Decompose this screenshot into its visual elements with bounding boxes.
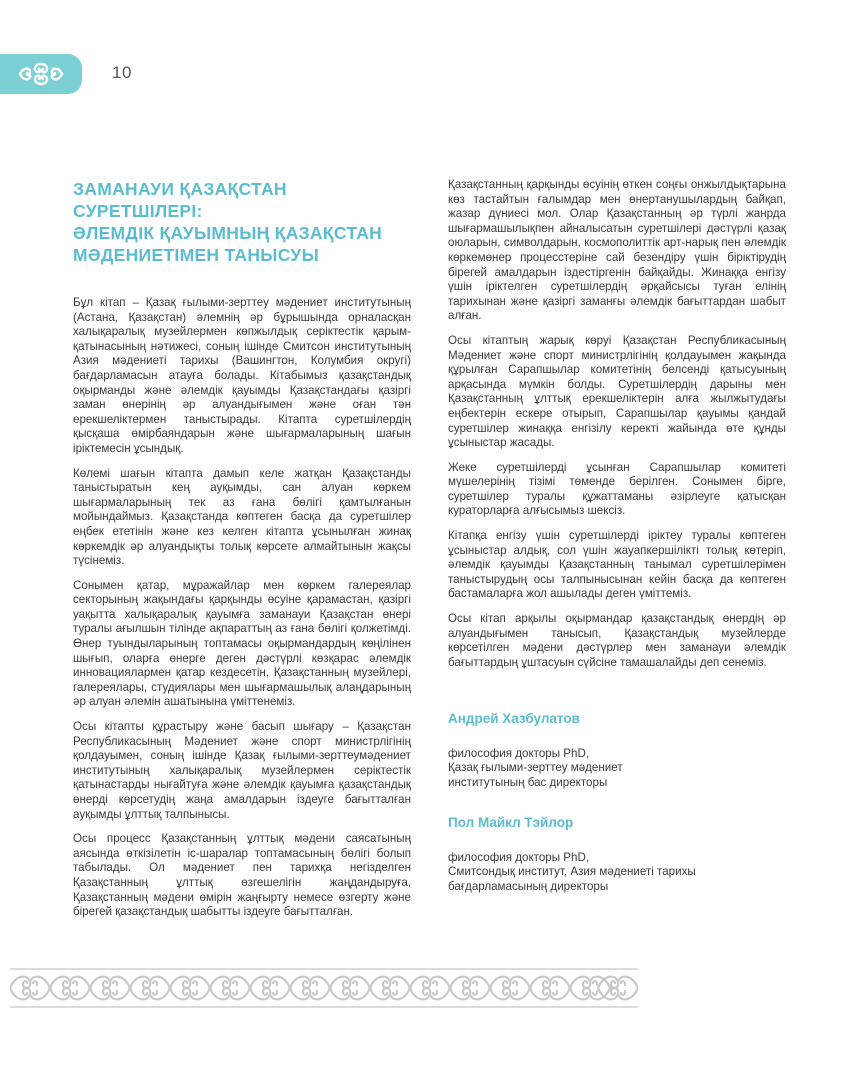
signatory-title-line: институтының бас директоры (448, 775, 608, 789)
signatory-title-line: Смитсондық институт, Азия мәдениеті тарихы (448, 865, 696, 879)
signatory-title-line: философия докторы PhD, (448, 850, 590, 864)
title-line: ЗАМАНАУИ ҚАЗАҚСТАН СУРЕТШІЛЕРІ: (73, 179, 287, 221)
body-paragraph: Осы кітаптың жарық көруі Қазақстан Республикасының Мәдениет және спорт министрлігінің қолдауымен жақында құрылған Сарапшылар комитетінің белсенді қатысуының арқасында мүмкін болды. Суретшілердің дарыны мен Қазақстанның ұлттық ерекшеліктерін алға жылжытудағы еңбектерін ескере отырып, Сарапшылар қауымы қандай суретшілер жинаққа енгізілу керекті жайында өте құнды ұсыныстар жасады. (448, 333, 786, 450)
body-paragraph: Осы кітапты құрастыру және басып шығару – Қазақстан Республикасының Мәдениет және спорт министрлігінің қолдауымен, соның ішінде Қазақ ғылыми-зерттеумәдениет институтының халықаралық музейлермен серіктестік қатынастарды нығайтуға және әлемдік қауымға қазақстандық өнерді көрсетудің жаңа амалдарын іздеуге бағытталған ауқымды ұлттық талпынысы. (73, 720, 411, 821)
kazakh-ornament-icon (16, 60, 66, 88)
ornamental-border-icon (10, 966, 638, 1010)
signatory-name: Пол Майкл Тэйлор (448, 815, 574, 831)
body-paragraph: Көлемі шағын кітапта дамып келе жатқан Қазақстанды таныстыратын кең ауқымды, сан алуан көркем шығармаларының тек аз ғана бөлігі қамтылғанын мойындаймыз. Қазақстанда көптеген басқа да суретшілер еңбек ететінін және кез келген кітапта ұсынылған жинақ көркемдік әр алуандықты толық көрсете алмайтынын жақсы түсінеміз. (73, 466, 411, 568)
signatures (448, 712, 786, 894)
signature-block (448, 816, 786, 894)
signatory-name: Андрей Хазбулатов (448, 711, 580, 727)
left-column (73, 178, 411, 930)
body-paragraph: Қазақстанның қарқынды өсуінің өткен соңғы онжылдықтарына көз тастайтын ғалымдар мен өнертанушылардың байқап, жазар дүниесі мол. Олар Қазақстанның әр түрлі жанрда шығармашылықпен айналысатын суретшілері дәстүрлі қазақ оюларын, символдарын, космополиттік арт-нарық пен әлемдік көркемөнер процесстеріне сай безендіру үшін біріктірудің бірегей амалдарын іздестіргенін байқайды. Жинаққа енгізу үшін іріктелген суретшілердің әрқайсысы туған елінің тарихынан және қазіргі заманғы әлемдік бағыттардан шабыт алған. (448, 178, 786, 323)
signatory-title-line: бағдарламасының директоры (448, 879, 609, 893)
title-line: ӘЛЕМДІК ҚАУЫМНЫҢ ҚАЗАҚСТАН (73, 223, 383, 243)
signature-block (448, 712, 786, 790)
right-column (448, 178, 786, 920)
body-paragraph: Бұл кітап – Қазақ ғылыми-зерттеу мәдениет институтының (Астана, Қазақстан) әлемнің әр бұрышында орналасқан халықаралық музейлермен көпжылдық серіктестік қарым-қатынасының нәтижесі, соның ішінде Смитсон институтының Азия мәдениеті тарихы (Вашингтон, Колумбия округі) бағдарламасын атауға болады. Кітабымыз қазақстандық оқырманды және әлемдік қауымды Қазақстандағы қазіргі заман өнерінің әр алуандығымен және оған тән ерекшеліктермен таныстырады. Кітапта суретшілердің қысқаша өмірбаяндарын және шығармаларының шағын іріктемесін ұсындық. (73, 296, 411, 455)
article-title (73, 178, 411, 266)
body-paragraph: Осы процесс Қазақстанның ұлттық мәдени саясатының аясында өткізілетін іс-шаралар топтамасының бөлігі болып табылады. Ол мәдениет пен тарихқа негізделген Қазақстанның ұлттық өзгешелігін жаңдандыруға, Қазақстанның мәдени өмірін жаңғырту немесе өзгерту және бірегей қазақстандық шабытты іздеуге бағытталған. (73, 832, 411, 919)
signatory-title-line: философия докторы PhD, (448, 747, 590, 760)
body-paragraph: Жеке суретшілерді ұсынған Сарапшылар комитеті мүшелерінің тізімі төменде берілген. Сонымен бірге, суретшілер туралы құжаттаманы әзірлеуге қатысқан кураторларға алғысымыз шексіз. (448, 460, 786, 518)
body-paragraph: Сонымен қатар, мұражайлар мен көркем галереялар секторының жақындағы қарқынды өсуіне қарамастан, қазіргі уақытта халықаралық қауымға заманауи Қазақстан өнері туралы ағылшын тілінде ақпараттың аз ғана бөлігі қолжетімді. Өнер туындыларының топтамасы оқырмандардың көңілінен шығып, оларға өнерге деген дәстүрлі көзқарас әлемдік инновациялармен қатар кездесетін, Қазақстанның музейлері, галереялары, студиялары мен шығармашылық алаңдарының әр алуан әлемін ашатынына үміттенеміз. (73, 578, 411, 709)
body-paragraph: Осы кітап арқылы оқырмандар қазақстандық өнердің әр алуандығымен танысып, Қазақстандық музейлерде көрсетілген мәдени дәстүрлер мен заманауи әлемдік бағыттардың ұштасуын сүйсіне тамашалайды деп сенеміз. (448, 612, 786, 669)
corner-ornament-tab (0, 54, 82, 94)
body-paragraph: Кітапқа енгізу үшін суретшілерді іріктеу туралы көптеген ұсыныстар алдық, сол үшін жауапкершілікті толық көтеріп, әлемдік қауымды Қазақстанның танымал суретшілерімен таныстырудың осы талпынысынан кейін басқа да көптеген бастамаларға жол ашылады деген үміттеміз. (448, 529, 786, 601)
title-line: МӘДЕНИЕТІМЕН ТАНЫСУЫ (73, 245, 320, 265)
page-number: 10 (112, 63, 132, 82)
signatory-title-line: Қазақ ғылыми-зерттеу мәдениет (448, 761, 623, 775)
